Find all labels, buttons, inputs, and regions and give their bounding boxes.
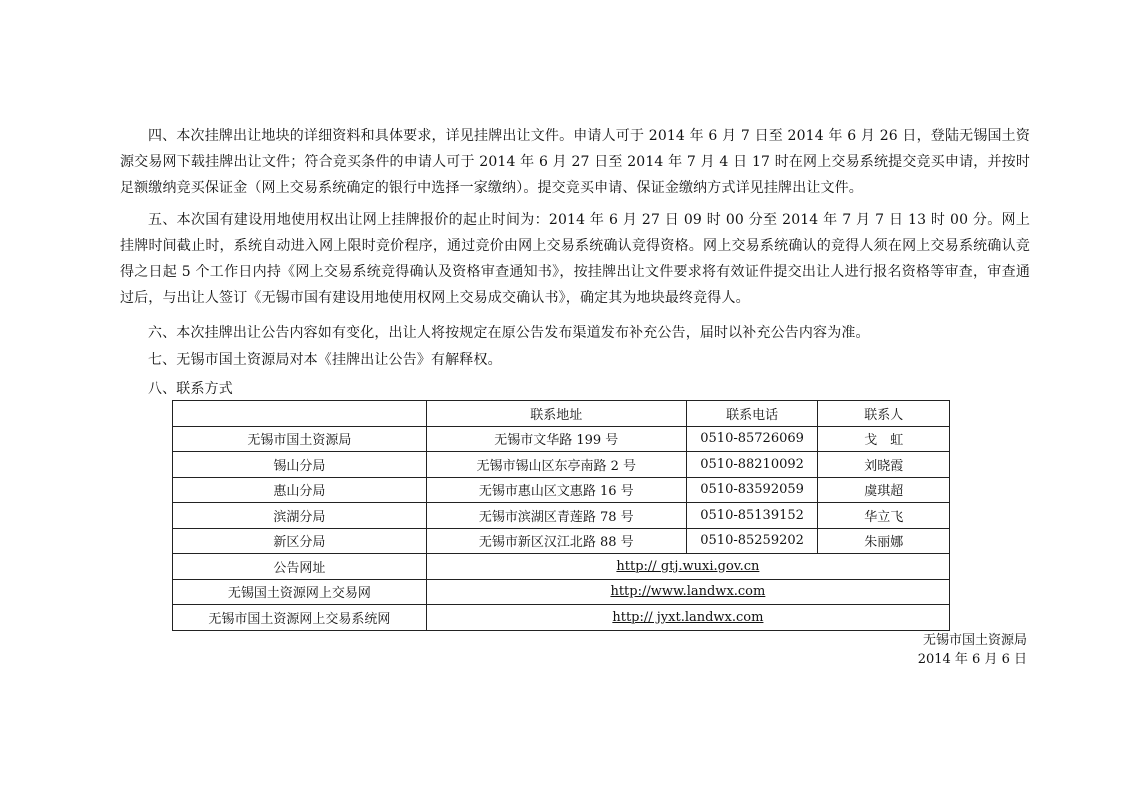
trading-system-label: 无锡市国土资源网上交易系统网 — [173, 605, 427, 631]
office-address: 无锡市锡山区东亭南路 2 号 — [426, 452, 686, 478]
trading-system-url[interactable]: http:// jyxt.landwx.com — [612, 609, 764, 625]
paragraph-4: 四、本次挂牌出让地块的详细资料和具体要求，详见挂牌出让文件。申请人可于 2014 年 6 月 7 日至 2014 年 6 月 26 日，登陆无锡国土资源交易网下载挂牌出让文件；符合竞买条件的申请人可于 2014 年 6 月 27 日至 2014 年 7 月 4 日 17 时在网上交易系统提交竞买申请，并按时足额缴纳竞买保证金（网上交易系统确定的银行中选择一家缴纳）。提交竞买申请、保证金缴纳方式详见挂牌出让文件。 — [120, 128, 1030, 196]
website-row — [173, 554, 950, 580]
office-name: 惠山分局 — [173, 477, 427, 503]
issue-date: 2014 年 6 月 6 日 — [917, 652, 1027, 667]
office-name: 锡山分局 — [173, 452, 427, 478]
office-phone: 0510-85726069 — [686, 426, 818, 452]
table-row — [173, 477, 950, 503]
table-row — [173, 452, 950, 478]
office-contact: 虞琪超 — [818, 477, 950, 503]
office-contact: 华立飞 — [818, 503, 950, 529]
table-header-cell: 联系地址 — [426, 401, 686, 427]
website-link[interactable] — [426, 554, 949, 580]
office-address: 无锡市新区汉江北路 88 号 — [426, 528, 686, 554]
office-contact: 刘晓霞 — [818, 452, 950, 478]
contact-table — [172, 400, 950, 631]
website-label: 公告网址 — [173, 554, 427, 580]
office-address: 无锡市文华路 199 号 — [426, 426, 686, 452]
paragraph-8-heading: 八、联系方式 — [148, 381, 233, 397]
office-contact: 朱丽娜 — [818, 528, 950, 554]
table-row — [173, 503, 950, 529]
office-phone: 0510-83592059 — [686, 477, 818, 503]
trading-system-link[interactable] — [426, 605, 949, 631]
website-url[interactable]: http:// gtj.wuxi.gov.cn — [616, 558, 760, 574]
office-address: 无锡市滨湖区青莲路 78 号 — [426, 503, 686, 529]
trading-site-row — [173, 579, 950, 605]
paragraph-6: 六、本次挂牌出让公告内容如有变化，出让人将按规定在原公告发布渠道发布补充公告，届时以补充公告内容为准。 — [148, 325, 870, 341]
office-phone: 0510-85139152 — [686, 503, 818, 529]
paragraph-5: 五、本次国有建设用地使用权出让网上挂牌报价的起止时间为：2014 年 6 月 27 日 09 时 00 分至 2014 年 7 月 7 日 13 时 00 分。网上挂牌时间截止时，系统自动进入网上限时竞价程序，通过竞价由网上交易系统确认竞得资格。网上交易系统确认的竞得人须在网上交易系统确认竞得之日起 5 个工作日内持《网上交易系统竞得确认及资格审查通知书》，按挂牌出让文件要求将有效证件提交出让人进行报名资格等审查，审查通过后，与出让人签订《无锡市国有建设用地使用权网上交易成交确认书》，确定其为地块最终竞得人。 — [120, 212, 1030, 306]
trading-site-link[interactable] — [426, 579, 949, 605]
office-contact: 戈 虹 — [818, 426, 950, 452]
trading-site-url[interactable]: http://www.landwx.com — [610, 584, 766, 600]
office-name: 无锡市国土资源局 — [173, 426, 427, 452]
table-row — [173, 426, 950, 452]
office-address: 无锡市惠山区文惠路 16 号 — [426, 477, 686, 503]
table-header-cell — [173, 401, 427, 427]
office-name: 滨湖分局 — [173, 503, 427, 529]
trading-system-row — [173, 605, 950, 631]
office-phone: 0510-85259202 — [686, 528, 818, 554]
office-name: 新区分局 — [173, 528, 427, 554]
office-phone: 0510-88210092 — [686, 452, 818, 478]
table-header-row — [173, 401, 950, 427]
table-row — [173, 528, 950, 554]
paragraph-7: 七、无锡市国土资源局对本《挂牌出让公告》有解释权。 — [148, 352, 502, 368]
table-header-cell: 联系人 — [818, 401, 950, 427]
table-header-cell: 联系电话 — [686, 401, 818, 427]
issuer-signature: 无锡市国土资源局 — [922, 633, 1027, 648]
trading-site-label: 无锡国土资源网上交易网 — [173, 579, 427, 605]
